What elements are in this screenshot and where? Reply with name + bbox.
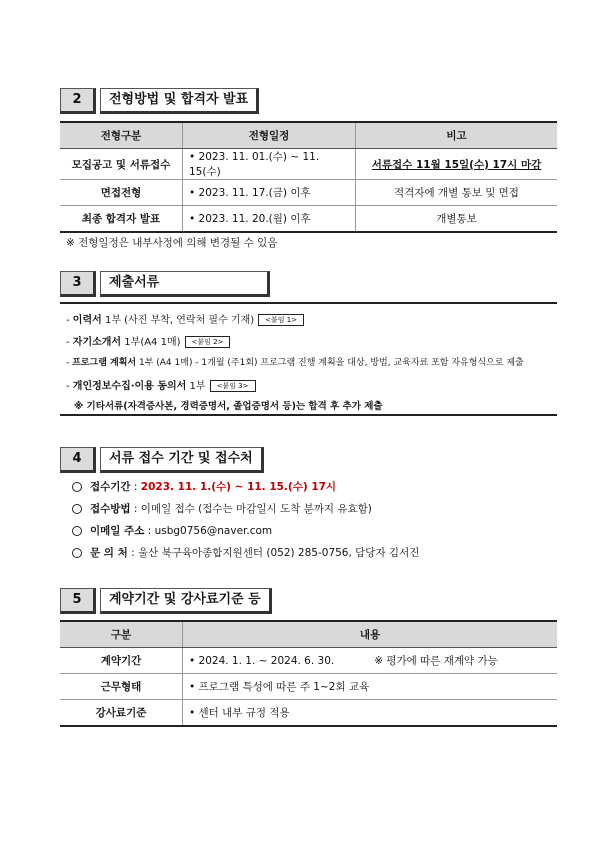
- footnote: ※ 전형일정은 내부사정에 의해 변경될 수 있음: [66, 237, 278, 249]
- section-number: 4: [60, 447, 96, 473]
- cell-label: 강사료기준: [60, 700, 183, 727]
- table-row: [60, 674, 557, 700]
- cell-date: • 2023. 11. 01.(수) ~ 11. 15(수): [183, 149, 356, 180]
- section-number: 2: [60, 88, 96, 114]
- cell-content: • 프로그램 특성에 따른 주 1~2회 교육: [183, 674, 558, 700]
- section-title: 제출서류: [100, 271, 270, 297]
- info-item: 이메일 주소 : usbg0756@naver.com: [72, 523, 272, 538]
- cell-type: 모집공고 및 서류접수: [60, 149, 183, 180]
- section-number: 5: [60, 588, 96, 614]
- section-title: 서류 접수 기간 및 접수처: [100, 447, 264, 473]
- info-item: 접수방법 : 이메일 접수 (접수는 마감일시 도착 분까지 유효함): [72, 501, 372, 516]
- cell-type: 면접전형: [60, 180, 183, 206]
- list-item: - 개인정보수집·이용 동의서 1부 <붙임 3>: [66, 377, 256, 392]
- table-header: 내용: [183, 621, 558, 648]
- table-header: 비고: [356, 122, 558, 149]
- table-row: [60, 648, 557, 674]
- table-row: [60, 700, 557, 727]
- table-row: [60, 149, 557, 180]
- section-title: 계약기간 및 강사료기준 등: [100, 588, 272, 614]
- divider: [60, 414, 557, 416]
- cell-note: 서류접수 11월 15일(수) 17시 마감: [356, 149, 558, 180]
- table-header: 전형일정: [183, 122, 356, 149]
- divider: [60, 302, 557, 304]
- cell-date: • 2023. 11. 20.(월) 이후: [183, 206, 356, 233]
- contract-table: [60, 620, 557, 727]
- cell-label: 계약기간: [60, 648, 183, 674]
- additional-docs-note: ※ 기타서류(자격증사본, 경력증명서, 졸업증명서 등)는 합격 후 추가 제출: [74, 401, 383, 412]
- cell-note: 적격자에 개별 통보 및 면접: [356, 180, 558, 206]
- info-item: 문 의 처 : 울산 북구육아종합지원센터 (052) 285-0756, 담당자 김서진: [72, 545, 419, 560]
- cell-label: 근무형태: [60, 674, 183, 700]
- info-item: 접수기간 : 2023. 11. 1.(수) ~ 11. 15.(수) 17시: [72, 479, 336, 494]
- list-item: - 이력서 1부 (사진 부착, 연락처 필수 기재) <붙임 1>: [66, 311, 304, 326]
- table-header: 전형구분: [60, 122, 183, 149]
- section-title: 전형방법 및 합격자 발표: [100, 88, 259, 114]
- list-item: - 프로그램 계획서 1부 (A4 1매) - 1개월 (주1회) 프로그램 진행 계획을 대상, 방법, 교육자료 포함 자유형식으로 제출: [66, 358, 524, 368]
- cell-note: 개별통보: [356, 206, 558, 233]
- list-item: - 자기소개서 1부(A4 1매) <붙임 2>: [66, 333, 230, 348]
- section-number: 3: [60, 271, 96, 297]
- cell-content: • 2024. 1. 1. ~ 2024. 6. 30. ※ 평가에 따른 재계약 가능: [183, 648, 558, 674]
- cell-date: • 2023. 11. 17.(금) 이후: [183, 180, 356, 206]
- cell-type: 최종 합격자 발표: [60, 206, 183, 233]
- table-row: [60, 206, 557, 233]
- table-row: [60, 180, 557, 206]
- schedule-table: [60, 121, 557, 233]
- cell-content: • 센터 내부 규정 적용: [183, 700, 558, 727]
- table-header: 구분: [60, 621, 183, 648]
